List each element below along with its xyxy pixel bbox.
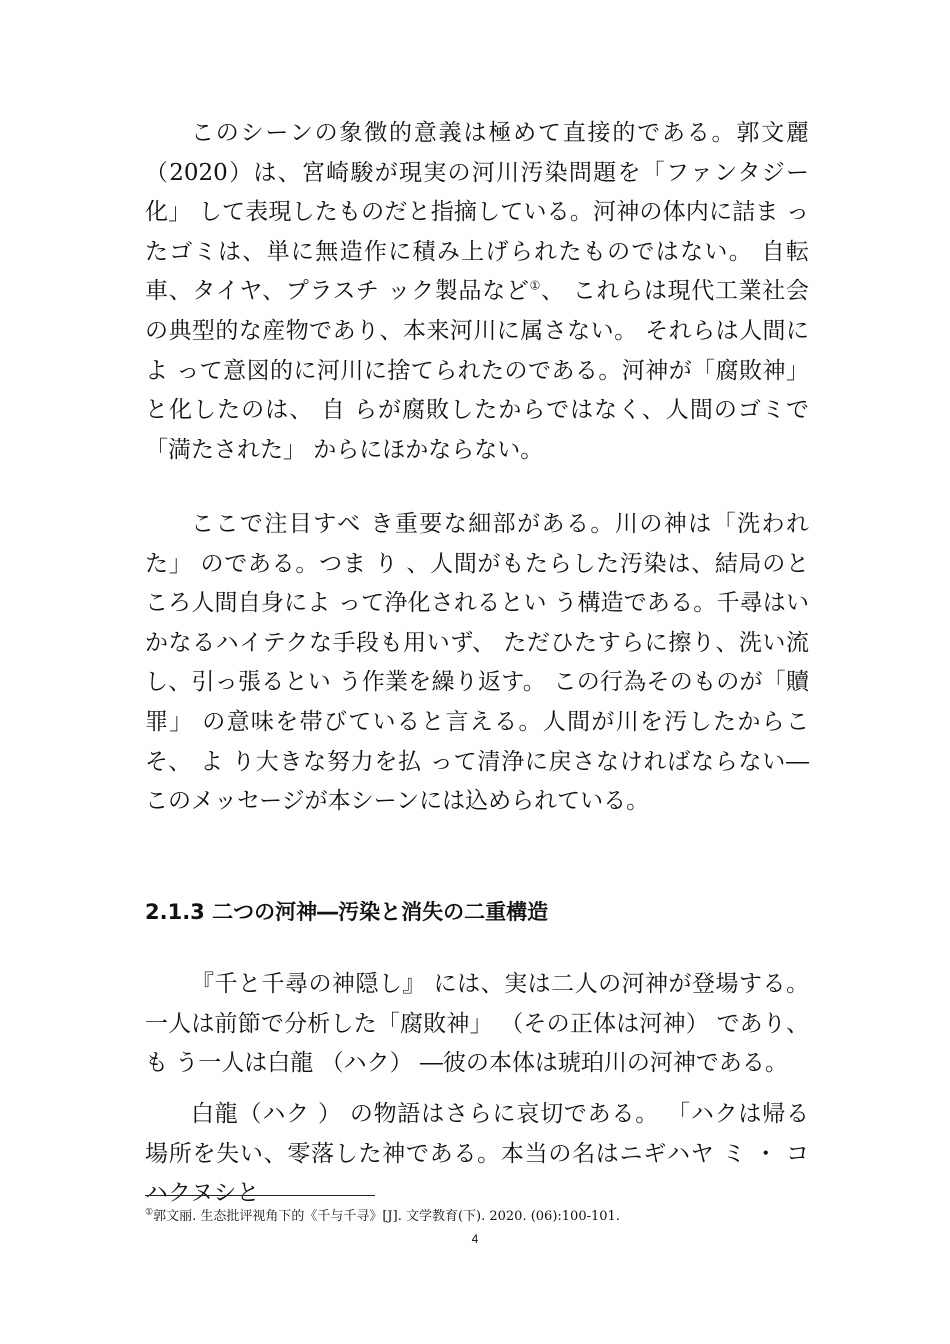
paragraph-symbolism [145, 114, 809, 470]
section-heading: 2.1.3 二つの河神―汚染と消失の二重構造 [145, 900, 549, 924]
page-number: 4 [471, 1232, 479, 1246]
footnote-reference[interactable]: ① [529, 278, 542, 293]
footnote [145, 1208, 809, 1226]
paragraph-text: このシーンの象徴的意義は極めて直接的である。郭文麗（2020）は、宮崎駿が現実の河川汚染問題を「ファンタジー化」 して表現したものだと指摘している。河神の体内に詰ま ったゴミは、単に無造作に積み上げられたものではない。 自転車、タイヤ、プラスチ ック製品など [145, 120, 809, 305]
paragraph-two-river-gods: 『千と千尋の神隠し』 には、実は二人の河神が登場する。一人は前節で分析した「腐敗神」 （その正体は河神） であり、 も う一人は白龍 （ハク） ―彼の本体は琥珀川の河神である。 [145, 971, 809, 1077]
footnote-mark: ① [145, 1207, 154, 1218]
paragraph-atonement: ここで注目すべ き重要な細部がある。川の神は「洗われた」 のである。つま り 、人間がもたらした汚染は、結局のと ころ人間自身によ って浄化されるとい う構造である。千尋はいかなるハイテクな手段も用いず、 ただひたすらに擦り、洗い流し、引っ張るとい う作業を繰り返す。 この行為そのものが「贖罪」 の意味を帯びていると言える。人間が川を汚したからこそ、 よ り大きな努力を払 って清浄に戻さなければならない―このメッセージが本シーンには込められている。 [145, 511, 809, 815]
paragraph-text: 、 これらは現代工業社会の典型的な産物であり、本来河川に属さない。 それらは人間によ って意図的に河川に捨てられたのである。河神が「腐敗神」 と化したのは、 自 らが腐敗したからではなく、人間のゴミで「満たされた」 からにほかならない。 [145, 278, 809, 463]
paragraph-haku: 白龍（ハク ） の物語はさらに哀切である。 「ハクは帰る場所を失い、零落した神である。本当の名はニギハヤ ミ ・ コハクヌシと [145, 1101, 809, 1207]
footnote-text: 郭文丽. 生态批评视角下的《千与千寻》[J]. 文学教育(下). 2020. (06):100-101. [153, 1209, 620, 1224]
footnote-divider [145, 1195, 375, 1196]
